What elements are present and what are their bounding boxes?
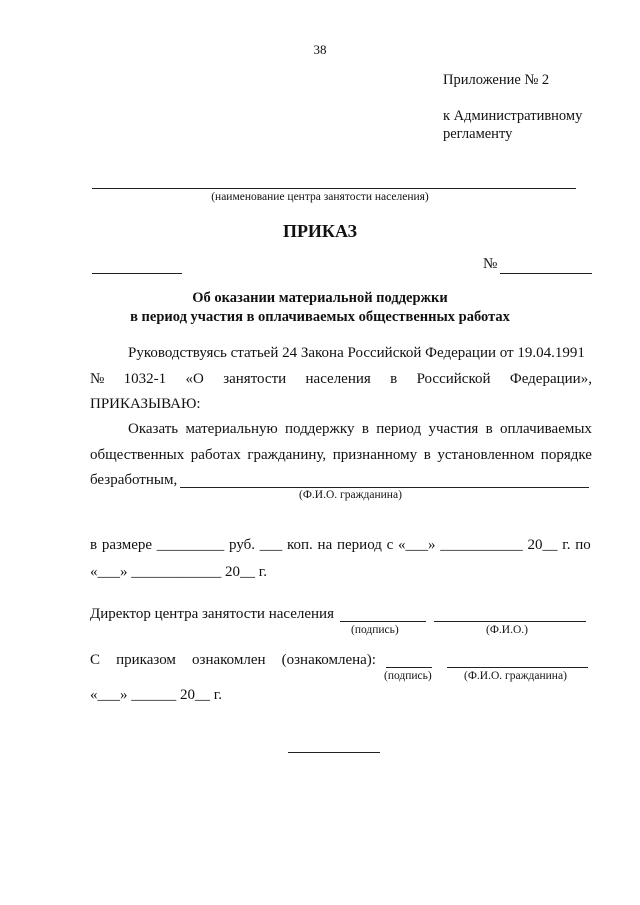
director-name-caption: (Ф.И.О.) (486, 624, 528, 636)
appendix-reference-line1: к Административному (443, 108, 583, 124)
word: 1032-1 (123, 371, 167, 387)
citizen-fio-line (447, 667, 588, 668)
order-subject-line2: в период участия в оплачиваемых общественных работах (130, 309, 510, 325)
director-signature-caption: (подпись) (351, 624, 399, 636)
word: приказом (116, 652, 176, 668)
word: период (376, 421, 422, 437)
basis-paragraph-line1: Руководствуясь статьей 24 Закона Российской Федерации от 19.04.1991 (128, 345, 585, 361)
director-signature-line (340, 621, 426, 622)
word: № (90, 371, 105, 387)
word: занятости (223, 371, 287, 387)
word: в (361, 421, 369, 437)
word: ознакомлен (192, 652, 266, 668)
word: оплачиваемых (500, 421, 592, 437)
center-name-line (92, 188, 576, 189)
end-separator-line (288, 752, 380, 753)
word: в (423, 447, 431, 463)
order-subject-line1: Об оказании материальной поддержки (192, 290, 448, 306)
citizen-fio-caption: (Ф.И.О. гражданина) (464, 670, 567, 682)
order-keyword: ПРИКАЗЫВАЮ: (90, 396, 201, 412)
word: Федерации», (509, 371, 592, 387)
acquainted-date: «___» ______ 20__ г. (90, 687, 222, 703)
word: в (390, 371, 398, 387)
word: материальную (185, 421, 278, 437)
unemployed-label: безработным, (90, 472, 178, 488)
order-title: ПРИКАЗ (282, 221, 358, 241)
order-number-line (500, 273, 592, 274)
appendix-reference-line2: регламенту (443, 126, 513, 142)
word: в (485, 421, 493, 437)
basis-paragraph-line2 (90, 371, 592, 388)
word: Российской (416, 371, 491, 387)
order-paragraph-line2 (90, 447, 592, 464)
citizen-signature-line (386, 667, 432, 668)
word: порядке (540, 447, 592, 463)
amount-period-line1: в размере _________ руб. ___ коп. на период с «___» ___________ 20__ г. по (90, 537, 591, 553)
page-number: 38 (313, 42, 327, 57)
order-date-line (92, 273, 182, 274)
word: общественных (90, 447, 185, 463)
word: «О (185, 371, 204, 387)
citizen-name-caption: (Ф.И.О. гражданина) (299, 489, 402, 501)
director-name-line (434, 621, 586, 622)
word: С (90, 652, 101, 668)
word: работах (190, 447, 241, 463)
amount-period-line2: «___» ____________ 20__ г. (90, 564, 267, 580)
word: участия (428, 421, 479, 437)
acquainted-label (90, 652, 376, 669)
appendix-number: Приложение № 2 (443, 72, 550, 88)
word: населения (305, 371, 371, 387)
word: признанному (332, 447, 418, 463)
order-number-sign: № (483, 256, 498, 272)
word: гражданину, (247, 447, 327, 463)
citizen-name-field (180, 487, 589, 488)
word: поддержку (285, 421, 355, 437)
word: установленном (437, 447, 535, 463)
word: (ознакомлена): (281, 652, 376, 668)
order-paragraph-line1 (128, 421, 592, 438)
citizen-signature-caption: (подпись) (384, 670, 432, 682)
word: Оказать (128, 421, 179, 437)
director-label: Директор центра занятости населения (90, 606, 334, 622)
center-name-caption: (наименование центра занятости населения) (211, 191, 429, 203)
